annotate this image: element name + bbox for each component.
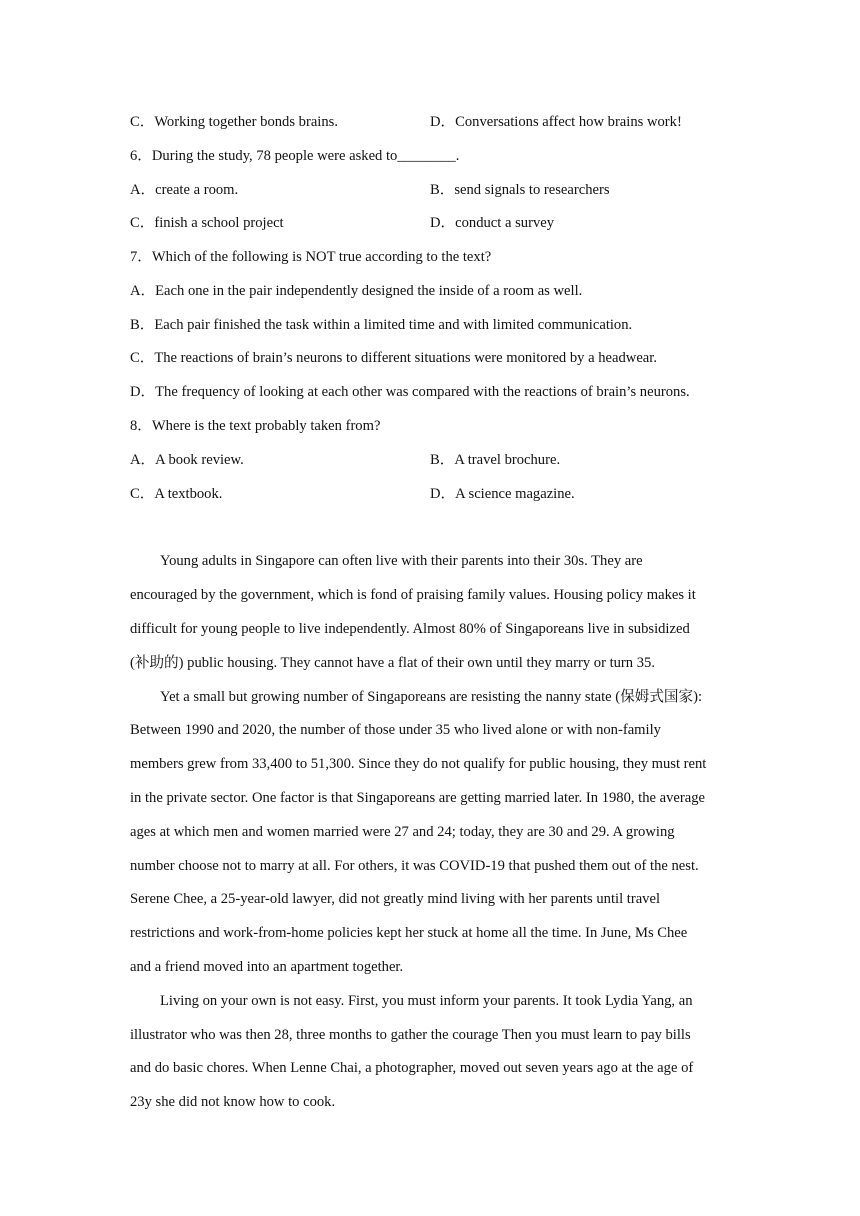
passage-p1-line: difficult for young people to live independently. Almost 80% of Singaporeans live in subsidized (130, 621, 690, 637)
q7-option-c: C．The reactions of brain’s neurons to different situations were monitored by a headwear. (130, 350, 657, 366)
q8-option-b: B．A travel brochure. (430, 452, 561, 468)
q5-option-c: C．Working together bonds brains. (130, 114, 338, 130)
passage-p2-line: number choose not to marry at all. For others, it was COVID-19 that pushed them out of the nest. (130, 858, 699, 874)
passage-p1-line: encouraged by the government, which is fond of praising family values. Housing policy makes it (130, 587, 696, 603)
q8-stem: 8．Where is the text probably taken from? (130, 418, 381, 434)
q8-option-c: C．A textbook. (130, 486, 223, 502)
passage-p3-line: 23y she did not know how to cook. (130, 1094, 336, 1110)
q5-option-d: D．Conversations affect how brains work! (430, 114, 682, 130)
passage-p1-line: (补助的) public housing. They cannot have a flat of their own until they marry or turn 35. (130, 655, 655, 671)
q6-option-d: D．conduct a survey (430, 215, 555, 231)
q6-option-a: A．create a room. (130, 182, 239, 198)
q7-option-a: A．Each one in the pair independently designed the inside of a room as well. (130, 283, 583, 299)
q6-option-b: B．send signals to researchers (430, 182, 610, 198)
q6-option-c: C．finish a school project (130, 215, 284, 231)
passage-p3-line: and do basic chores. When Lenne Chai, a photographer, moved out seven years ago at the age of (130, 1060, 694, 1076)
passage-p2-line: Between 1990 and 2020, the number of those under 35 who lived alone or with non-family (130, 722, 661, 738)
passage-p2-line: Serene Chee, a 25-year-old lawyer, did not greatly mind living with her parents until travel (130, 891, 661, 907)
passage-p2-line: members grew from 33,400 to 51,300. Since they do not qualify for public housing, they must rent (130, 756, 707, 772)
passage-p2-line: in the private sector. One factor is that Singaporeans are getting married later. In 1980, the average (130, 790, 706, 806)
passage-p2-line: and a friend moved into an apartment together. (130, 959, 404, 975)
q8-option-d: D．A science magazine. (430, 486, 575, 502)
q7-stem: 7．Which of the following is NOT true according to the text? (130, 249, 492, 265)
passage-p3-line: Living on your own is not easy. First, you must inform your parents. It took Lydia Yang, an (160, 993, 693, 1009)
q8-option-a: A．A book review. (130, 452, 244, 468)
passage-p2-line: restrictions and work-from-home policies kept her stuck at home all the time. In June, Ms Chee (130, 925, 688, 941)
q6-stem: 6．During the study, 78 people were asked to________. (130, 148, 460, 164)
passage-p1-line: Young adults in Singapore can often live with their parents into their 30s. They are (160, 553, 643, 569)
passage-p3-line: illustrator who was then 28, three months to gather the courage Then you must learn to pay bills (130, 1027, 691, 1043)
q7-option-b: B．Each pair finished the task within a limited time and with limited communication. (130, 317, 633, 333)
passage-p2-line: ages at which men and women married were 27 and 24; today, they are 30 and 29. A growing (130, 824, 675, 840)
passage-p2-line: Yet a small but growing number of Singaporeans are resisting the nanny state (保姆式国家): (160, 689, 703, 705)
q7-option-d: D．The frequency of looking at each other was compared with the reactions of brain’s neurons. (130, 384, 690, 400)
